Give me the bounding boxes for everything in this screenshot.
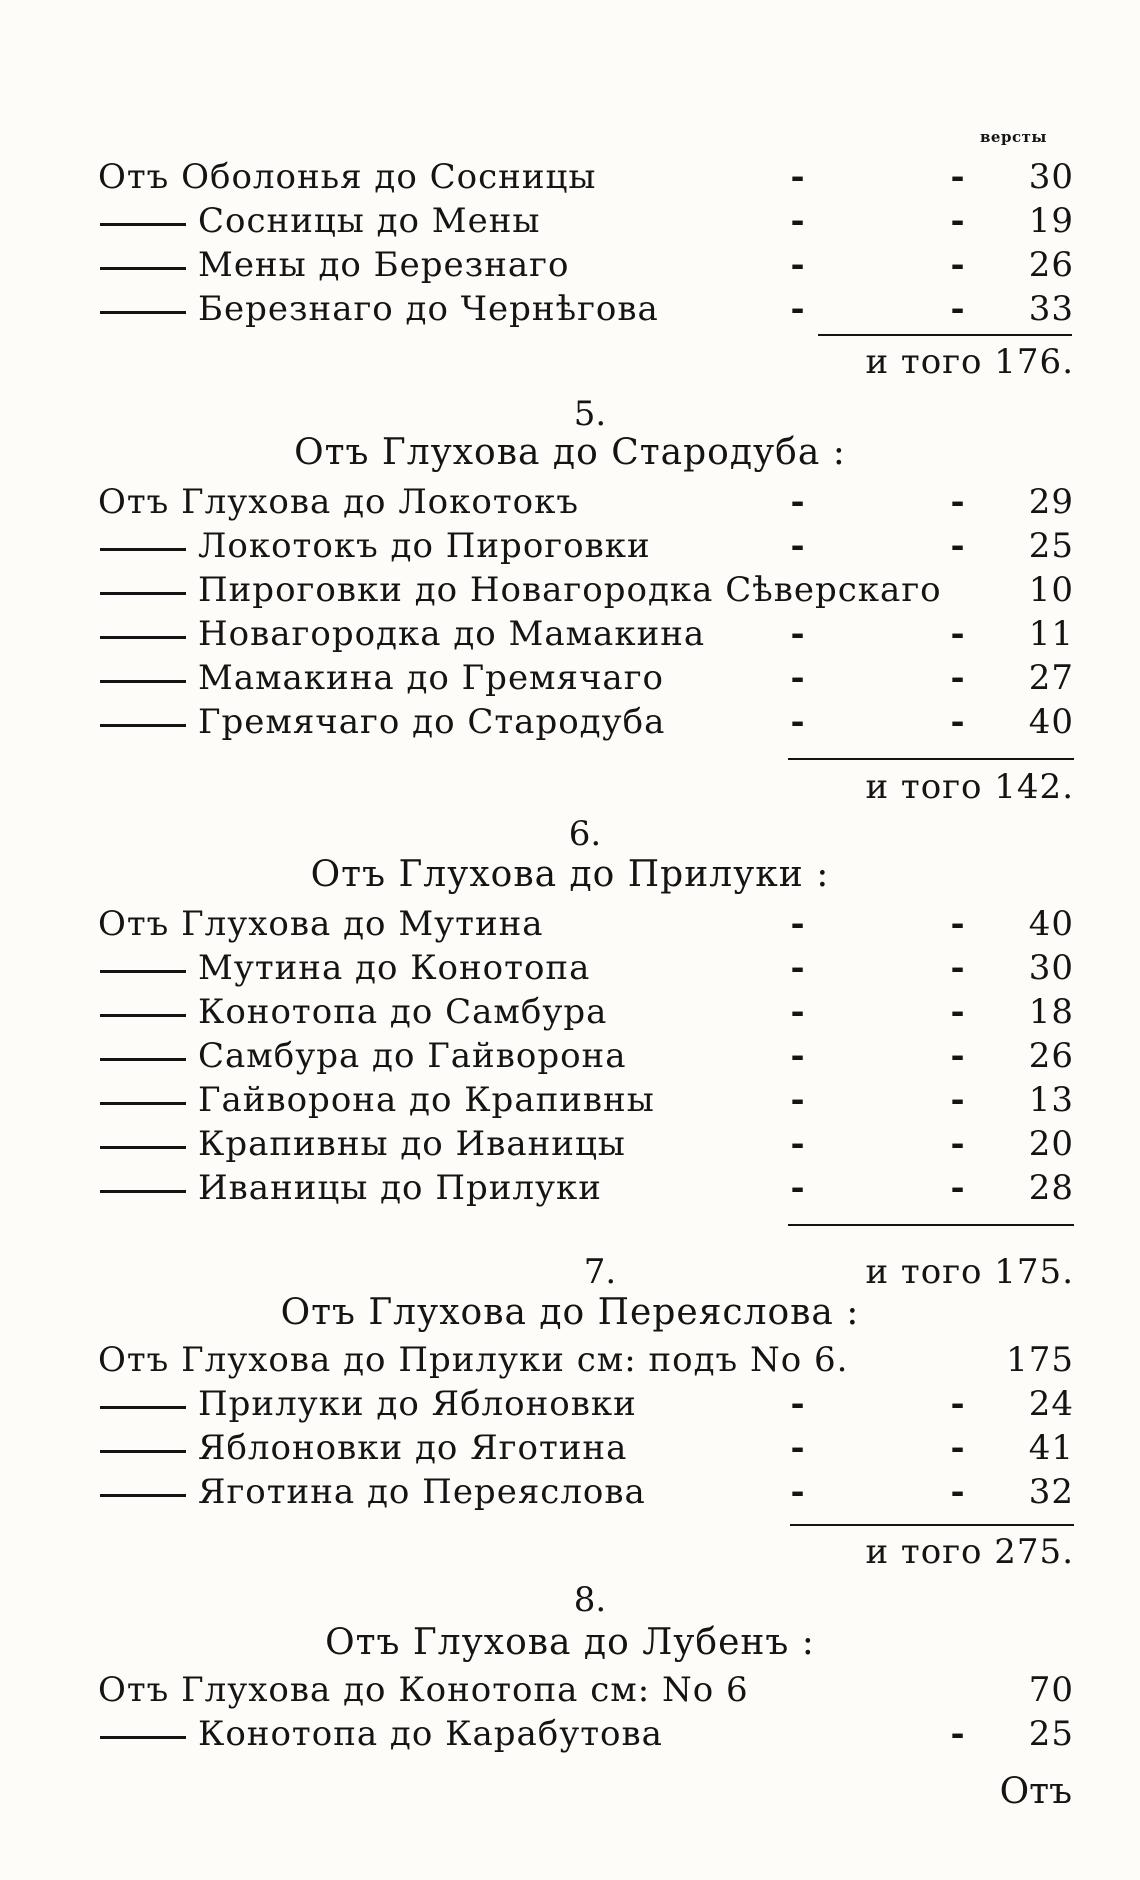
dash-mark: - — [950, 1428, 966, 1468]
distance-value: 26 — [1028, 1036, 1074, 1076]
distance-value: 13 — [1028, 1080, 1074, 1120]
route-row — [98, 1426, 1074, 1470]
distance-value: 26 — [1028, 245, 1074, 285]
dash-mark: - — [790, 1428, 806, 1468]
section-number: 7. — [583, 1252, 617, 1292]
distance-value: 25 — [1028, 526, 1074, 566]
route-text: Отъ Глухова до Локотокъ — [98, 482, 580, 522]
section-total: и того 175. — [865, 1252, 1074, 1292]
distance-value: 27 — [1028, 658, 1074, 698]
dash-mark: - — [950, 482, 966, 522]
dash-mark: - — [790, 1036, 806, 1076]
section-heading: Отъ Глухова до Стародуба : — [294, 432, 846, 473]
section-heading: Отъ Глухова до Переяслова : — [280, 1292, 860, 1333]
distance-value: 33 — [1028, 289, 1074, 329]
distance-value: 41 — [1028, 1428, 1074, 1468]
sum-rule — [788, 1224, 1074, 1226]
route-row — [98, 155, 1074, 199]
distance-value: 25 — [1028, 1714, 1074, 1754]
dash-mark: - — [790, 1168, 806, 1208]
distance-value: 32 — [1028, 1472, 1074, 1512]
distance-value: 18 — [1028, 992, 1074, 1032]
route-row — [98, 199, 1074, 243]
route-row — [98, 568, 1074, 612]
route-text: Конотопа до Карабутова — [198, 1714, 663, 1754]
route-text: Новагородка до Мамакина — [198, 614, 706, 654]
route-row — [98, 1668, 1074, 1712]
section-number: 6. — [568, 814, 602, 854]
section-number: 8. — [573, 1580, 607, 1620]
dash-mark: - — [790, 702, 806, 742]
dash-mark: - — [950, 1472, 966, 1512]
dash-mark: - — [950, 201, 966, 241]
dash-mark: - — [950, 1080, 966, 1120]
route-text: Березнаго до Чернѣгова — [198, 289, 659, 329]
dash-mark: - — [790, 614, 806, 654]
route-row — [98, 1712, 1074, 1756]
distance-value: 40 — [1028, 702, 1074, 742]
route-row — [98, 1034, 1074, 1078]
route-row — [98, 1470, 1074, 1514]
distance-value: 11 — [1028, 614, 1074, 654]
section-heading: Отъ Глухова до Лубенъ : — [325, 1622, 815, 1663]
route-row — [98, 480, 1074, 524]
route-text: Мены до Березнаго — [198, 245, 570, 285]
dash-mark: - — [950, 245, 966, 285]
route-row — [98, 946, 1074, 990]
route-row — [98, 1338, 1074, 1382]
dash-mark: - — [790, 201, 806, 241]
route-text: Гремячаго до Стародуба — [198, 702, 666, 742]
dash-mark: - — [790, 1080, 806, 1120]
route-row — [98, 524, 1074, 568]
distance-value: 30 — [1028, 948, 1074, 988]
route-row — [98, 902, 1074, 946]
section-total: и того 275. — [865, 1532, 1074, 1572]
distance-value: 20 — [1028, 1124, 1074, 1164]
dash-mark: - — [790, 482, 806, 522]
distance-value: 24 — [1028, 1384, 1074, 1424]
route-text: Иваницы до Прилуки — [198, 1168, 602, 1208]
distance-value: 30 — [1028, 157, 1074, 197]
sum-rule — [818, 334, 1072, 336]
route-row — [98, 656, 1074, 700]
route-text: Отъ Глухова до Прилуки см: подъ No 6. — [98, 1340, 849, 1380]
route-text: Конотопа до Самбура — [198, 992, 608, 1032]
dash-mark: - — [950, 702, 966, 742]
route-text: Пироговки до Новагородка Сѣверскаго — [198, 570, 942, 610]
dash-mark: - — [950, 992, 966, 1032]
dash-mark: - — [950, 1124, 966, 1164]
dash-mark: - — [950, 157, 966, 197]
sum-rule — [788, 758, 1074, 760]
route-text: Отъ Глухова до Мутина — [98, 904, 544, 944]
route-row — [98, 1122, 1074, 1166]
dash-mark: - — [790, 992, 806, 1032]
section-total: и того 142. — [865, 767, 1074, 807]
route-row — [98, 990, 1074, 1034]
dash-mark: - — [790, 245, 806, 285]
route-text: Крапивны до Иваницы — [198, 1124, 626, 1164]
route-text: Яготина до Переяслова — [198, 1472, 646, 1512]
section-number: 5. — [573, 394, 607, 434]
route-text: Локотокъ до Пироговки — [198, 526, 651, 566]
route-text: Отъ Глухова до Конотопа см: No 6 — [98, 1670, 749, 1710]
dash-mark: - — [950, 289, 966, 329]
distance-value: 19 — [1028, 201, 1074, 241]
route-text: Мамакина до Гремячаго — [198, 658, 664, 698]
section-total: и того 176. — [865, 342, 1074, 382]
distance-value: 28 — [1028, 1168, 1074, 1208]
dash-mark: - — [790, 1472, 806, 1512]
route-row — [98, 1382, 1074, 1426]
dash-mark: - — [790, 948, 806, 988]
route-text: Отъ Оболонья до Сосницы — [98, 157, 597, 197]
route-row — [98, 243, 1074, 287]
dash-mark: - — [950, 1714, 966, 1754]
distance-value: 10 — [1028, 570, 1074, 610]
dash-mark: - — [790, 904, 806, 944]
unit-header: версты — [980, 128, 1047, 146]
dash-mark: - — [950, 526, 966, 566]
route-text: Прилуки до Яблоновки — [198, 1384, 637, 1424]
dash-mark: - — [790, 1124, 806, 1164]
dash-mark: - — [950, 1168, 966, 1208]
route-text: Яблоновки до Яготина — [198, 1428, 628, 1468]
dash-mark: - — [790, 289, 806, 329]
route-text: Гайворона до Крапивны — [198, 1080, 655, 1120]
route-row — [98, 700, 1074, 744]
dash-mark: - — [950, 948, 966, 988]
dash-mark: - — [950, 1384, 966, 1424]
distance-value: 175 — [1006, 1340, 1074, 1380]
dash-mark: - — [790, 157, 806, 197]
dash-mark: - — [950, 614, 966, 654]
section-heading: Отъ Глухова до Прилуки : — [310, 854, 830, 895]
catchword: Отъ — [999, 1771, 1072, 1812]
dash-mark: - — [950, 658, 966, 698]
route-row — [98, 1166, 1074, 1210]
distance-value: 70 — [1028, 1670, 1074, 1710]
route-row — [98, 287, 1074, 331]
distance-value: 29 — [1028, 482, 1074, 522]
route-text: Мутина до Конотопа — [198, 948, 591, 988]
dash-mark: - — [950, 1036, 966, 1076]
dash-mark: - — [950, 904, 966, 944]
dash-mark: - — [790, 526, 806, 566]
route-text: Сосницы до Мены — [198, 201, 541, 241]
distance-value: 40 — [1028, 904, 1074, 944]
dash-mark: - — [790, 1384, 806, 1424]
route-row — [98, 1078, 1074, 1122]
sum-rule — [790, 1524, 1074, 1526]
route-row — [98, 612, 1074, 656]
dash-mark: - — [790, 658, 806, 698]
route-text: Самбура до Гайворона — [198, 1036, 627, 1076]
